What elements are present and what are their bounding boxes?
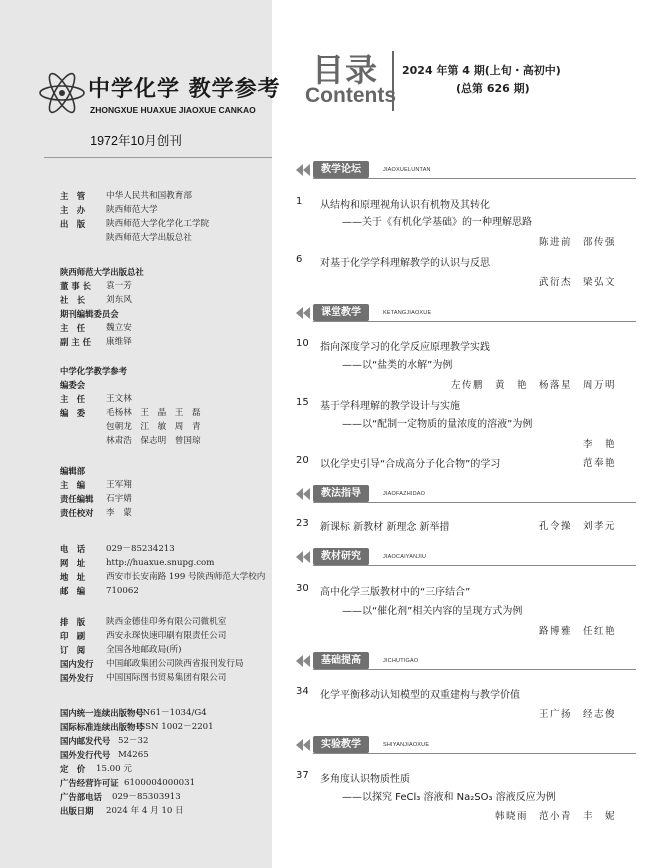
atom-logo-icon bbox=[38, 70, 86, 116]
info-row: 广告经营许可证 6100004000031 bbox=[60, 778, 196, 788]
arrow-icon bbox=[296, 488, 303, 500]
section-name: 基础提高 bbox=[313, 652, 369, 669]
section-rule bbox=[313, 321, 636, 322]
board-info bbox=[60, 364, 201, 448]
info-row: 国内发行 中国邮政集团公司陕西省报刊发行局 bbox=[60, 659, 244, 669]
section-name: 教材研究 bbox=[313, 548, 369, 565]
board-subheading: 编委会 bbox=[60, 380, 86, 390]
article-authors: 孔令操 刘孝元 bbox=[538, 521, 616, 532]
toc-title-en: Contents bbox=[305, 84, 396, 107]
masthead-panel bbox=[0, 0, 281, 868]
info-row: 主 任 魏立安 bbox=[60, 323, 132, 333]
section-header bbox=[296, 304, 636, 322]
arrow-icon bbox=[303, 739, 310, 751]
arrow-icon bbox=[303, 655, 310, 667]
article-subtitle: ——关于《有机化学基础》的一种理解思路 bbox=[342, 217, 532, 228]
info-row: 排 版 陕西金德佳印务有限公司微机室 bbox=[60, 617, 227, 627]
article-subtitle: ——以“配制一定物质的量浓度的溶液”为例 bbox=[342, 419, 533, 430]
section-name: 课堂教学 bbox=[313, 304, 369, 321]
arrow-icon bbox=[296, 551, 303, 563]
info-row: 董 事 长 袁一芳 bbox=[60, 281, 132, 291]
section-name: 教法指导 bbox=[313, 485, 369, 502]
info-row: 副 主 任 康维铎 bbox=[60, 337, 132, 347]
article-authors: 韩晓雨 范小青 丰 妮 bbox=[494, 811, 616, 822]
section-pinyin: SHIYANJIAOXUE bbox=[383, 742, 430, 748]
article-title: 以化学史引导“合成高分子化合物”的学习 bbox=[320, 459, 501, 470]
toc-entry[interactable] bbox=[296, 583, 636, 639]
section-pinyin: JICHUTIGAO bbox=[383, 658, 419, 664]
journal-title: 中学化学 教学参考 bbox=[88, 76, 281, 102]
toc-entry[interactable] bbox=[296, 338, 636, 394]
arrow-icon bbox=[296, 655, 303, 667]
info-row: 定 价 15.00 元 bbox=[60, 764, 132, 774]
header-divider bbox=[392, 51, 394, 111]
section-rule bbox=[313, 753, 636, 754]
info-row: 陕西师范大学出版总社 bbox=[106, 233, 192, 243]
section-name: 教学论坛 bbox=[313, 161, 369, 178]
article-subtitle: ——以“催化剂”相关内容的呈现方式为例 bbox=[342, 606, 523, 617]
article-authors: 李 艳 bbox=[582, 439, 616, 450]
info-row: 地 址 西安市长安南路 199 号陕西师范大学校内 bbox=[60, 572, 266, 582]
article-title: 化学平衡移动认知模型的双重建构与教学价值 bbox=[320, 690, 520, 701]
board-heading: 中学化学教学参考 bbox=[60, 366, 127, 376]
info-row: 编 委 毛杨林 王 晶 王 磊 bbox=[60, 408, 201, 418]
info-row: 广告部电话 029－85303913 bbox=[60, 792, 181, 802]
info-row: 国际标准连续出版物号 ISSN 1002－2201 bbox=[60, 722, 214, 732]
arrow-icon bbox=[303, 488, 310, 500]
info-row: 国内统一连续出版物号 CN61－1034/G4 bbox=[60, 708, 207, 718]
toc-entry[interactable] bbox=[296, 196, 636, 252]
info-row: 国外发行代号 M4265 bbox=[60, 750, 149, 760]
toc-entry[interactable] bbox=[296, 397, 636, 453]
toc-entry[interactable] bbox=[296, 254, 636, 290]
toc-entry[interactable] bbox=[296, 686, 636, 722]
info-row: 出版日期 2024 年 4 月 10 日 bbox=[60, 806, 184, 816]
article-authors: 王广扬 经志俊 bbox=[538, 709, 616, 720]
info-row: 林肃浩 保志明 曾国琼 bbox=[106, 436, 201, 446]
article-title: 新课标 新教材 新理念 新举措 bbox=[320, 522, 450, 533]
section-header bbox=[296, 485, 636, 503]
article-authors: 武衍杰 梁弘文 bbox=[538, 277, 616, 288]
toc-title: 目录 bbox=[312, 51, 379, 89]
article-subtitle: ——以探究 FeCl₃ 溶液和 Na₂SO₃ 溶液反应为例 bbox=[342, 792, 556, 803]
total-issue-label: (总第 626 期) bbox=[456, 82, 530, 95]
editorial-info bbox=[60, 464, 132, 520]
article-authors: 范奉艳 bbox=[582, 458, 616, 469]
press-heading: 陕西师范大学出版总社 bbox=[60, 267, 144, 277]
press-info bbox=[60, 265, 144, 349]
arrow-icon bbox=[303, 164, 310, 176]
production-info bbox=[60, 615, 244, 685]
page-number: 1 bbox=[296, 196, 303, 207]
article-authors: 陈进前 邵传强 bbox=[538, 237, 616, 248]
section-rule bbox=[313, 565, 636, 566]
article-title: 对基于化学学科理解教学的认识与反思 bbox=[320, 258, 490, 269]
article-title: 多角度认识物质性质 bbox=[320, 774, 410, 785]
section-header bbox=[296, 736, 636, 754]
info-row: 印 刷 西安永琛快速印刷有限责任公司 bbox=[60, 631, 227, 641]
section-rule bbox=[313, 669, 636, 670]
info-row: 国内邮发代号 52－32 bbox=[60, 736, 149, 746]
page-number: 37 bbox=[296, 770, 309, 781]
article-authors: 路博雅 任红艳 bbox=[538, 626, 616, 637]
info-row: 邮 编 710062 bbox=[60, 586, 139, 596]
toc-entry[interactable] bbox=[296, 770, 636, 826]
info-row: 订 阅 全国各地邮政局(所) bbox=[60, 645, 182, 655]
contact-info bbox=[60, 542, 265, 598]
committee-heading: 期刊编辑委员会 bbox=[60, 309, 119, 319]
page-number: 6 bbox=[296, 254, 303, 265]
divider bbox=[44, 157, 272, 158]
masthead-info bbox=[60, 189, 209, 245]
arrow-icon bbox=[303, 307, 310, 319]
section-pinyin: JIAOCAIYANJIU bbox=[383, 554, 427, 560]
info-row: 国外发行 中国国际图书贸易集团有限公司 bbox=[60, 673, 227, 683]
toc-entry[interactable] bbox=[296, 455, 636, 471]
info-row: 包朝龙 江 敏 周 青 bbox=[106, 422, 201, 432]
article-subtitle: ——以“盐类的水解”为例 bbox=[342, 360, 453, 371]
info-row: 主 编 王军翔 bbox=[60, 480, 132, 490]
page-number: 10 bbox=[296, 338, 309, 349]
section-pinyin: KETANGJIAOXUE bbox=[383, 310, 432, 316]
page-number: 34 bbox=[296, 686, 309, 697]
info-row: 社 长 刘东风 bbox=[60, 295, 132, 305]
info-row: 出 版 陕西师范大学化学化工学院 bbox=[60, 219, 210, 229]
founded-date: 1972年10月创刊 bbox=[90, 134, 182, 148]
arrow-icon bbox=[296, 164, 303, 176]
info-row: 责任编辑 石宇婧 bbox=[60, 494, 132, 504]
info-row: 主 管 中华人民共和国教育部 bbox=[60, 191, 192, 201]
section-header bbox=[296, 548, 636, 566]
journal-pinyin: ZHONGXUE HUAXUE JIAOXUE CANKAO bbox=[90, 105, 256, 115]
page-number: 30 bbox=[296, 583, 309, 594]
arrow-icon bbox=[296, 739, 303, 751]
article-title: 基于学科理解的教学设计与实施 bbox=[320, 401, 460, 412]
article-title: 指向深度学习的化学反应原理教学实践 bbox=[320, 342, 490, 353]
info-row: 电 话 029－85234213 bbox=[60, 544, 175, 554]
section-rule bbox=[313, 178, 636, 179]
section-pinyin: JIAOXUELUNTAN bbox=[383, 167, 431, 173]
section-header bbox=[296, 161, 636, 179]
page-number: 20 bbox=[296, 455, 309, 466]
section-rule bbox=[313, 502, 636, 503]
info-row: 责任校对 李 蒙 bbox=[60, 508, 132, 518]
issue-label: 2024 年第 4 期(上旬・高初中) bbox=[402, 64, 561, 77]
info-row: 主 办 陕西师范大学 bbox=[60, 205, 158, 215]
pub-numbers bbox=[60, 706, 214, 818]
section-name: 实验教学 bbox=[313, 736, 369, 753]
section-header bbox=[296, 652, 636, 670]
arrow-icon bbox=[303, 551, 310, 563]
article-title: 高中化学三版教材中的“三序结合” bbox=[320, 587, 471, 598]
toc-entry[interactable] bbox=[296, 518, 636, 534]
info-row: 主 任 王文林 bbox=[60, 394, 132, 404]
editorial-heading: 编辑部 bbox=[60, 466, 86, 476]
article-authors: 左传鹏 黄 艳 杨落星 周万明 bbox=[450, 380, 616, 391]
page-number: 23 bbox=[296, 518, 309, 529]
info-row: 网 址 http://huaxue.snupg.com bbox=[60, 558, 215, 568]
page-number: 15 bbox=[296, 397, 309, 408]
journal-logo bbox=[38, 70, 281, 118]
arrow-icon bbox=[296, 307, 303, 319]
article-title: 从结构和原理视角认识有机物及其转化 bbox=[320, 200, 490, 211]
section-pinyin: JIAOFAZHIDAO bbox=[383, 491, 426, 497]
